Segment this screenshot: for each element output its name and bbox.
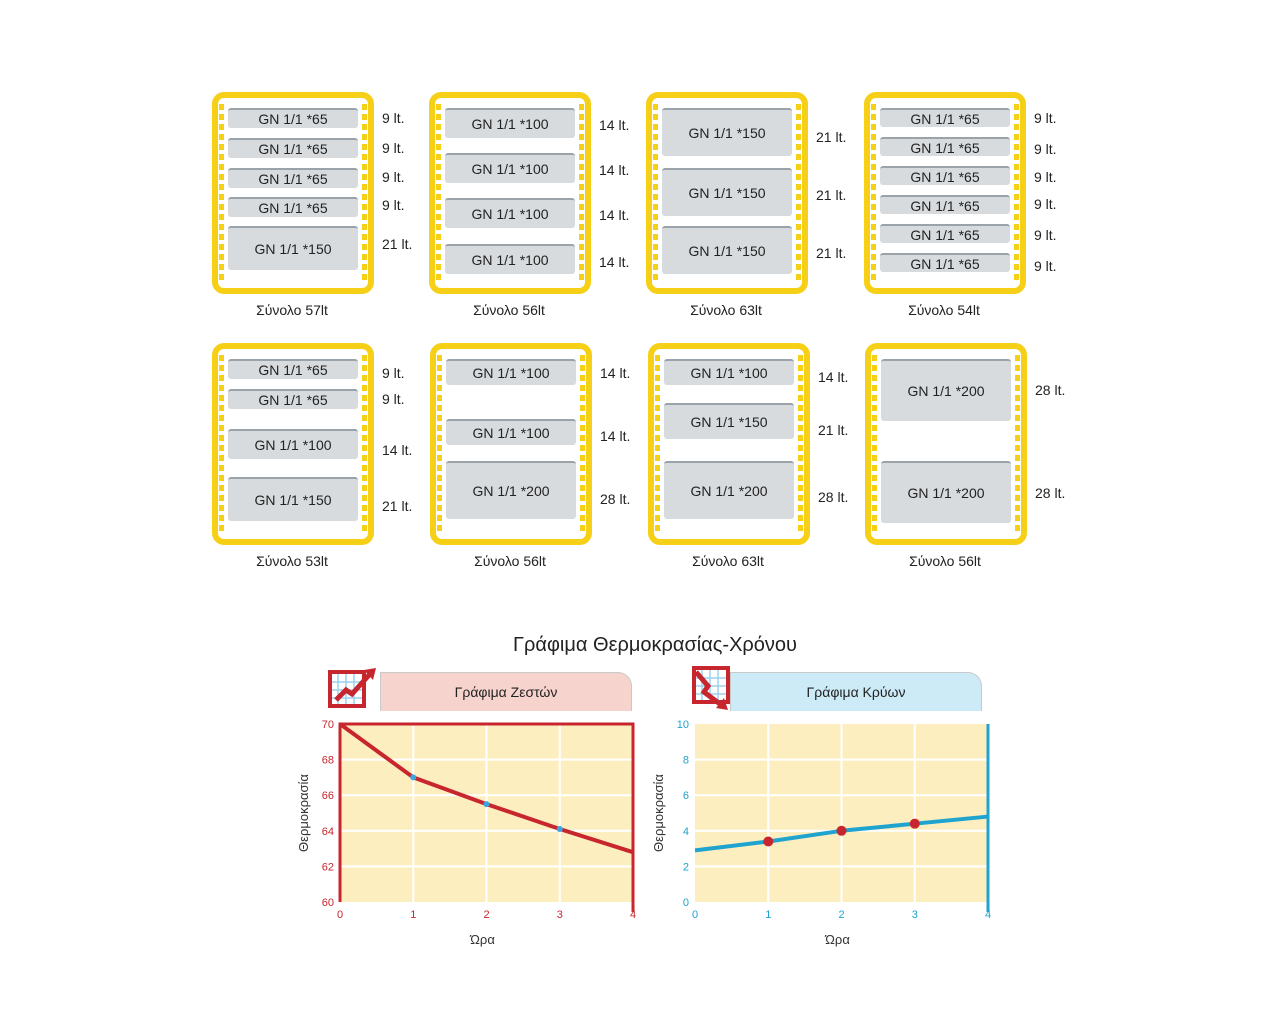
pan-capacity: 21 lt. [816,187,847,203]
gastronorm-pan: GN 1/1 *150 [662,226,792,274]
pan-capacity: 9 lt. [1034,169,1057,185]
hot-chart-title: Γράφιμα Ζεστών [454,684,558,700]
y-tick-label: 70 [321,719,334,731]
gastronorm-pan: GN 1/1 *150 [662,108,792,156]
gastronorm-pan: GN 1/1 *150 [662,168,792,216]
x-tick-label: 1 [765,909,772,921]
gastronorm-pan: GN 1/1 *150 [664,403,794,439]
pan-capacity: 14 lt. [600,428,631,444]
pan-capacity: 28 lt. [1035,485,1066,501]
y-tick-label: 2 [682,861,689,874]
x-tick-label: 3 [556,909,563,921]
gastronorm-pan: GN 1/1 *65 [228,389,358,409]
y-tick-label: 60 [321,897,334,909]
y-tick-label: 6 [682,790,689,803]
container-5 [212,343,374,545]
container-total: Σύνολο 53lt [256,553,328,569]
pan-capacity: 14 lt. [599,254,630,270]
x-tick-label: 4 [984,909,992,921]
container-total: Σύνολο 56lt [473,302,545,318]
gastronorm-pan: GN 1/1 *200 [664,461,794,519]
container-total: Σύνολο 56lt [909,553,981,569]
gastronorm-pan: GN 1/1 *100 [228,429,358,459]
cold-chart-title: Γράφιμα Κρύων [806,684,906,700]
gastronorm-pan: GN 1/1 *200 [881,359,1011,421]
x-tick-label: 0 [336,909,344,921]
x-axis-label: Ώρα [470,932,495,947]
gastronorm-pan: GN 1/1 *200 [446,461,576,519]
gastronorm-pan: GN 1/1 *200 [881,461,1011,523]
container-total: Σύνολο 57lt [256,302,328,318]
pan-capacity: 9 lt. [1034,196,1057,212]
x-tick-label: 4 [629,909,637,921]
y-axis-label: Θερμοκρασία [651,774,666,852]
pan-capacity: 9 lt. [1034,141,1057,157]
rising-chart-icon [328,660,382,710]
y-tick-label: 4 [682,825,689,838]
data-point [410,774,416,780]
pan-capacity: 9 lt. [382,197,405,213]
section-title: Γράφιμα Θερμοκρασίας-Χρόνου [513,634,797,656]
pan-capacity: 9 lt. [382,140,405,156]
y-tick-label: 66 [321,790,334,803]
pan-capacity: 14 lt. [599,207,630,223]
pan-capacity: 14 lt. [818,369,849,385]
pan-capacity: 9 lt. [1034,227,1057,243]
x-tick-label: 3 [911,909,918,921]
hot-temperature-chart [290,712,650,962]
gastronorm-pan: GN 1/1 *100 [445,153,575,183]
container-6 [430,343,592,545]
container-8 [865,343,1027,545]
container-1 [212,92,374,294]
cold-temperature-chart [645,712,1005,962]
pan-capacity: 21 lt. [816,129,847,145]
y-tick-label: 64 [321,825,334,838]
pan-capacity: 9 lt. [382,391,405,407]
container-4 [864,92,1026,294]
gastronorm-pan: GN 1/1 *100 [445,198,575,228]
gastronorm-pan: GN 1/1 *65 [880,166,1010,185]
gastronorm-pan: GN 1/1 *150 [228,477,358,521]
data-point [910,819,920,829]
cold-chart-banner [730,672,982,711]
y-tick-label: 10 [676,719,689,731]
pan-capacity: 9 lt. [382,365,405,381]
pan-capacity: 9 lt. [382,169,405,185]
pan-capacity: 28 lt. [600,491,631,507]
gastronorm-pan: GN 1/1 *65 [228,138,358,158]
data-point [484,801,490,807]
gastronorm-pan: GN 1/1 *65 [880,137,1010,156]
pan-capacity: 28 lt. [818,489,849,505]
pan-capacity: 14 lt. [600,365,631,381]
container-total: Σύνολο 54lt [908,302,980,318]
y-tick-label: 62 [321,861,334,874]
container-total: Σύνολο 63lt [692,553,764,569]
container-total: Σύνολο 56lt [474,553,546,569]
gastronorm-pan: GN 1/1 *150 [228,226,358,270]
gastronorm-pan: GN 1/1 *65 [880,195,1010,214]
container-total: Σύνολο 63lt [690,302,762,318]
gastronorm-pan: GN 1/1 *100 [445,108,575,138]
pan-capacity: 21 lt. [382,498,413,514]
x-tick-label: 0 [691,909,699,921]
data-point [763,836,773,846]
gastronorm-pan: GN 1/1 *65 [228,108,358,128]
y-tick-label: 8 [682,754,689,767]
gastronorm-pan: GN 1/1 *65 [880,224,1010,243]
gastronorm-pan: GN 1/1 *100 [445,244,575,274]
container-3 [646,92,808,294]
x-tick-label: 2 [483,909,490,921]
hot-chart-banner [380,672,632,711]
gastronorm-pan: GN 1/1 *100 [446,359,576,385]
gastronorm-pan: GN 1/1 *65 [880,253,1010,272]
pan-capacity: 28 lt. [1035,382,1066,398]
gastronorm-pan: GN 1/1 *65 [228,359,358,379]
gastronorm-pan: GN 1/1 *65 [228,168,358,188]
gastronorm-pan: GN 1/1 *65 [228,197,358,217]
pan-capacity: 9 lt. [1034,110,1057,126]
pan-capacity: 21 lt. [382,236,413,252]
pan-capacity: 21 lt. [818,422,849,438]
data-point [837,826,847,836]
pan-capacity: 14 lt. [599,117,630,133]
x-tick-label: 2 [838,909,845,921]
pan-capacity: 21 lt. [816,245,847,261]
data-point [557,826,563,832]
pan-capacity: 9 lt. [1034,258,1057,274]
gastronorm-pan: GN 1/1 *100 [664,359,794,385]
gastronorm-pan: GN 1/1 *65 [880,108,1010,127]
x-axis-label: Ώρα [825,932,850,947]
container-7 [648,343,810,545]
pan-capacity: 14 lt. [382,442,413,458]
y-tick-label: 0 [682,897,689,909]
y-tick-label: 68 [321,754,334,767]
gastronorm-pan: GN 1/1 *100 [446,419,576,445]
y-axis-label: Θερμοκρασία [296,774,311,852]
pan-capacity: 14 lt. [599,162,630,178]
pan-capacity: 9 lt. [382,110,405,126]
x-tick-label: 1 [410,909,417,921]
container-2 [429,92,591,294]
